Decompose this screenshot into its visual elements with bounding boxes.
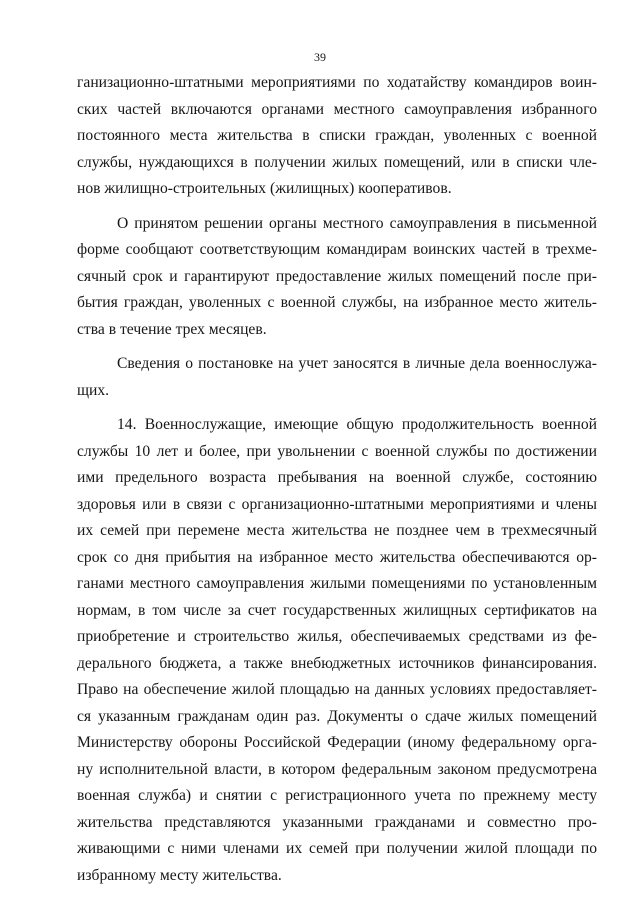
- text-line: 14. Военнослужащие, имеющие общую продолжительность военной: [117, 416, 597, 433]
- paragraph-gap: [77, 343, 597, 351]
- paragraph-gap: [77, 404, 597, 412]
- text-line: службы 10 лет и более, при увольнении с военной службы по достижении: [77, 442, 597, 460]
- paragraph-gap: [77, 203, 597, 211]
- page-number: 39: [314, 50, 326, 64]
- text-line: здоровья или в связи с организационно-штатными мероприятиями и члены: [77, 495, 597, 513]
- text-line: живающими с ними членами их семей при получении жилой площади по: [77, 840, 597, 857]
- paragraph: [77, 351, 597, 404]
- text-line: Министерству обороны Российской Федерации (иному федеральному орга-: [77, 734, 597, 751]
- text-line: нов жилищно-строительных (жилищных) кооперативов.: [77, 180, 452, 197]
- text-line: ими предельного возраста пребывания на военной службе, состоянию: [77, 469, 597, 486]
- text-line: жительства представляются указанными гражданами и совместно про-: [77, 813, 597, 831]
- text-line: ства в течение трех месяцев.: [77, 320, 267, 338]
- text-line: службы, нуждающихся в получении жилых помещений, или в списки чле-: [77, 153, 597, 171]
- text-line: дерального бюджета, а также внебюджетных источников финансирования.: [77, 654, 597, 672]
- text-line: щих.: [77, 381, 110, 399]
- text-line: ганами местного самоуправления жилыми помещениями по установленным: [77, 575, 597, 592]
- text-line: Сведения о постановке на учет заносятся в личные дела военнослужа-: [117, 355, 597, 372]
- text-line: ну исполнительной власти, в котором федеральным законом предусмотрена: [77, 760, 597, 778]
- text-line: нормам, в том числе за счет государственных жилищных сертификатов на: [77, 601, 597, 619]
- paragraph: [77, 412, 597, 889]
- text-line: ся указанным гражданам один раз. Документы о сдаче жилых помещений: [77, 707, 597, 725]
- paragraph: [77, 70, 597, 203]
- text-line: постоянного места жительства в списки граждан, уволенных с военной: [77, 127, 597, 144]
- text-line: их семей при перемене места жительства не позднее чем в трехмесячный: [77, 522, 597, 539]
- text-line: срок со дня прибытия на избранное место жительства обеспечиваются ор-: [77, 548, 597, 566]
- text-line: сячный срок и гарантируют предоставление жилых помещений после при-: [77, 267, 597, 285]
- text-line: приобретение и строительство жилья, обеспечиваемых средствами из фе-: [77, 628, 597, 645]
- paragraph: [77, 211, 597, 344]
- text-line: О принятом решении органы местного самоуправления в письменной: [117, 214, 597, 232]
- text-line: Право на обеспечение жилой площадью на данных условиях предоставляет-: [77, 681, 597, 698]
- text-line: избранному месту жительства.: [77, 866, 282, 884]
- document-body: [77, 70, 597, 889]
- text-line: ских частей включаются органами местного самоуправления избранного: [77, 100, 597, 118]
- text-line: военная служба) и снятии с регистрационного учета по прежнему месту: [77, 787, 597, 804]
- text-line: ганизационно-штатными мероприятиями по ходатайству командиров воин-: [77, 74, 597, 91]
- text-line: бытия граждан, уволенных с военной службы, на избранное место житель-: [77, 294, 597, 311]
- text-line: форме сообщают соответствующим командирам воинских частей в трехме-: [77, 241, 597, 258]
